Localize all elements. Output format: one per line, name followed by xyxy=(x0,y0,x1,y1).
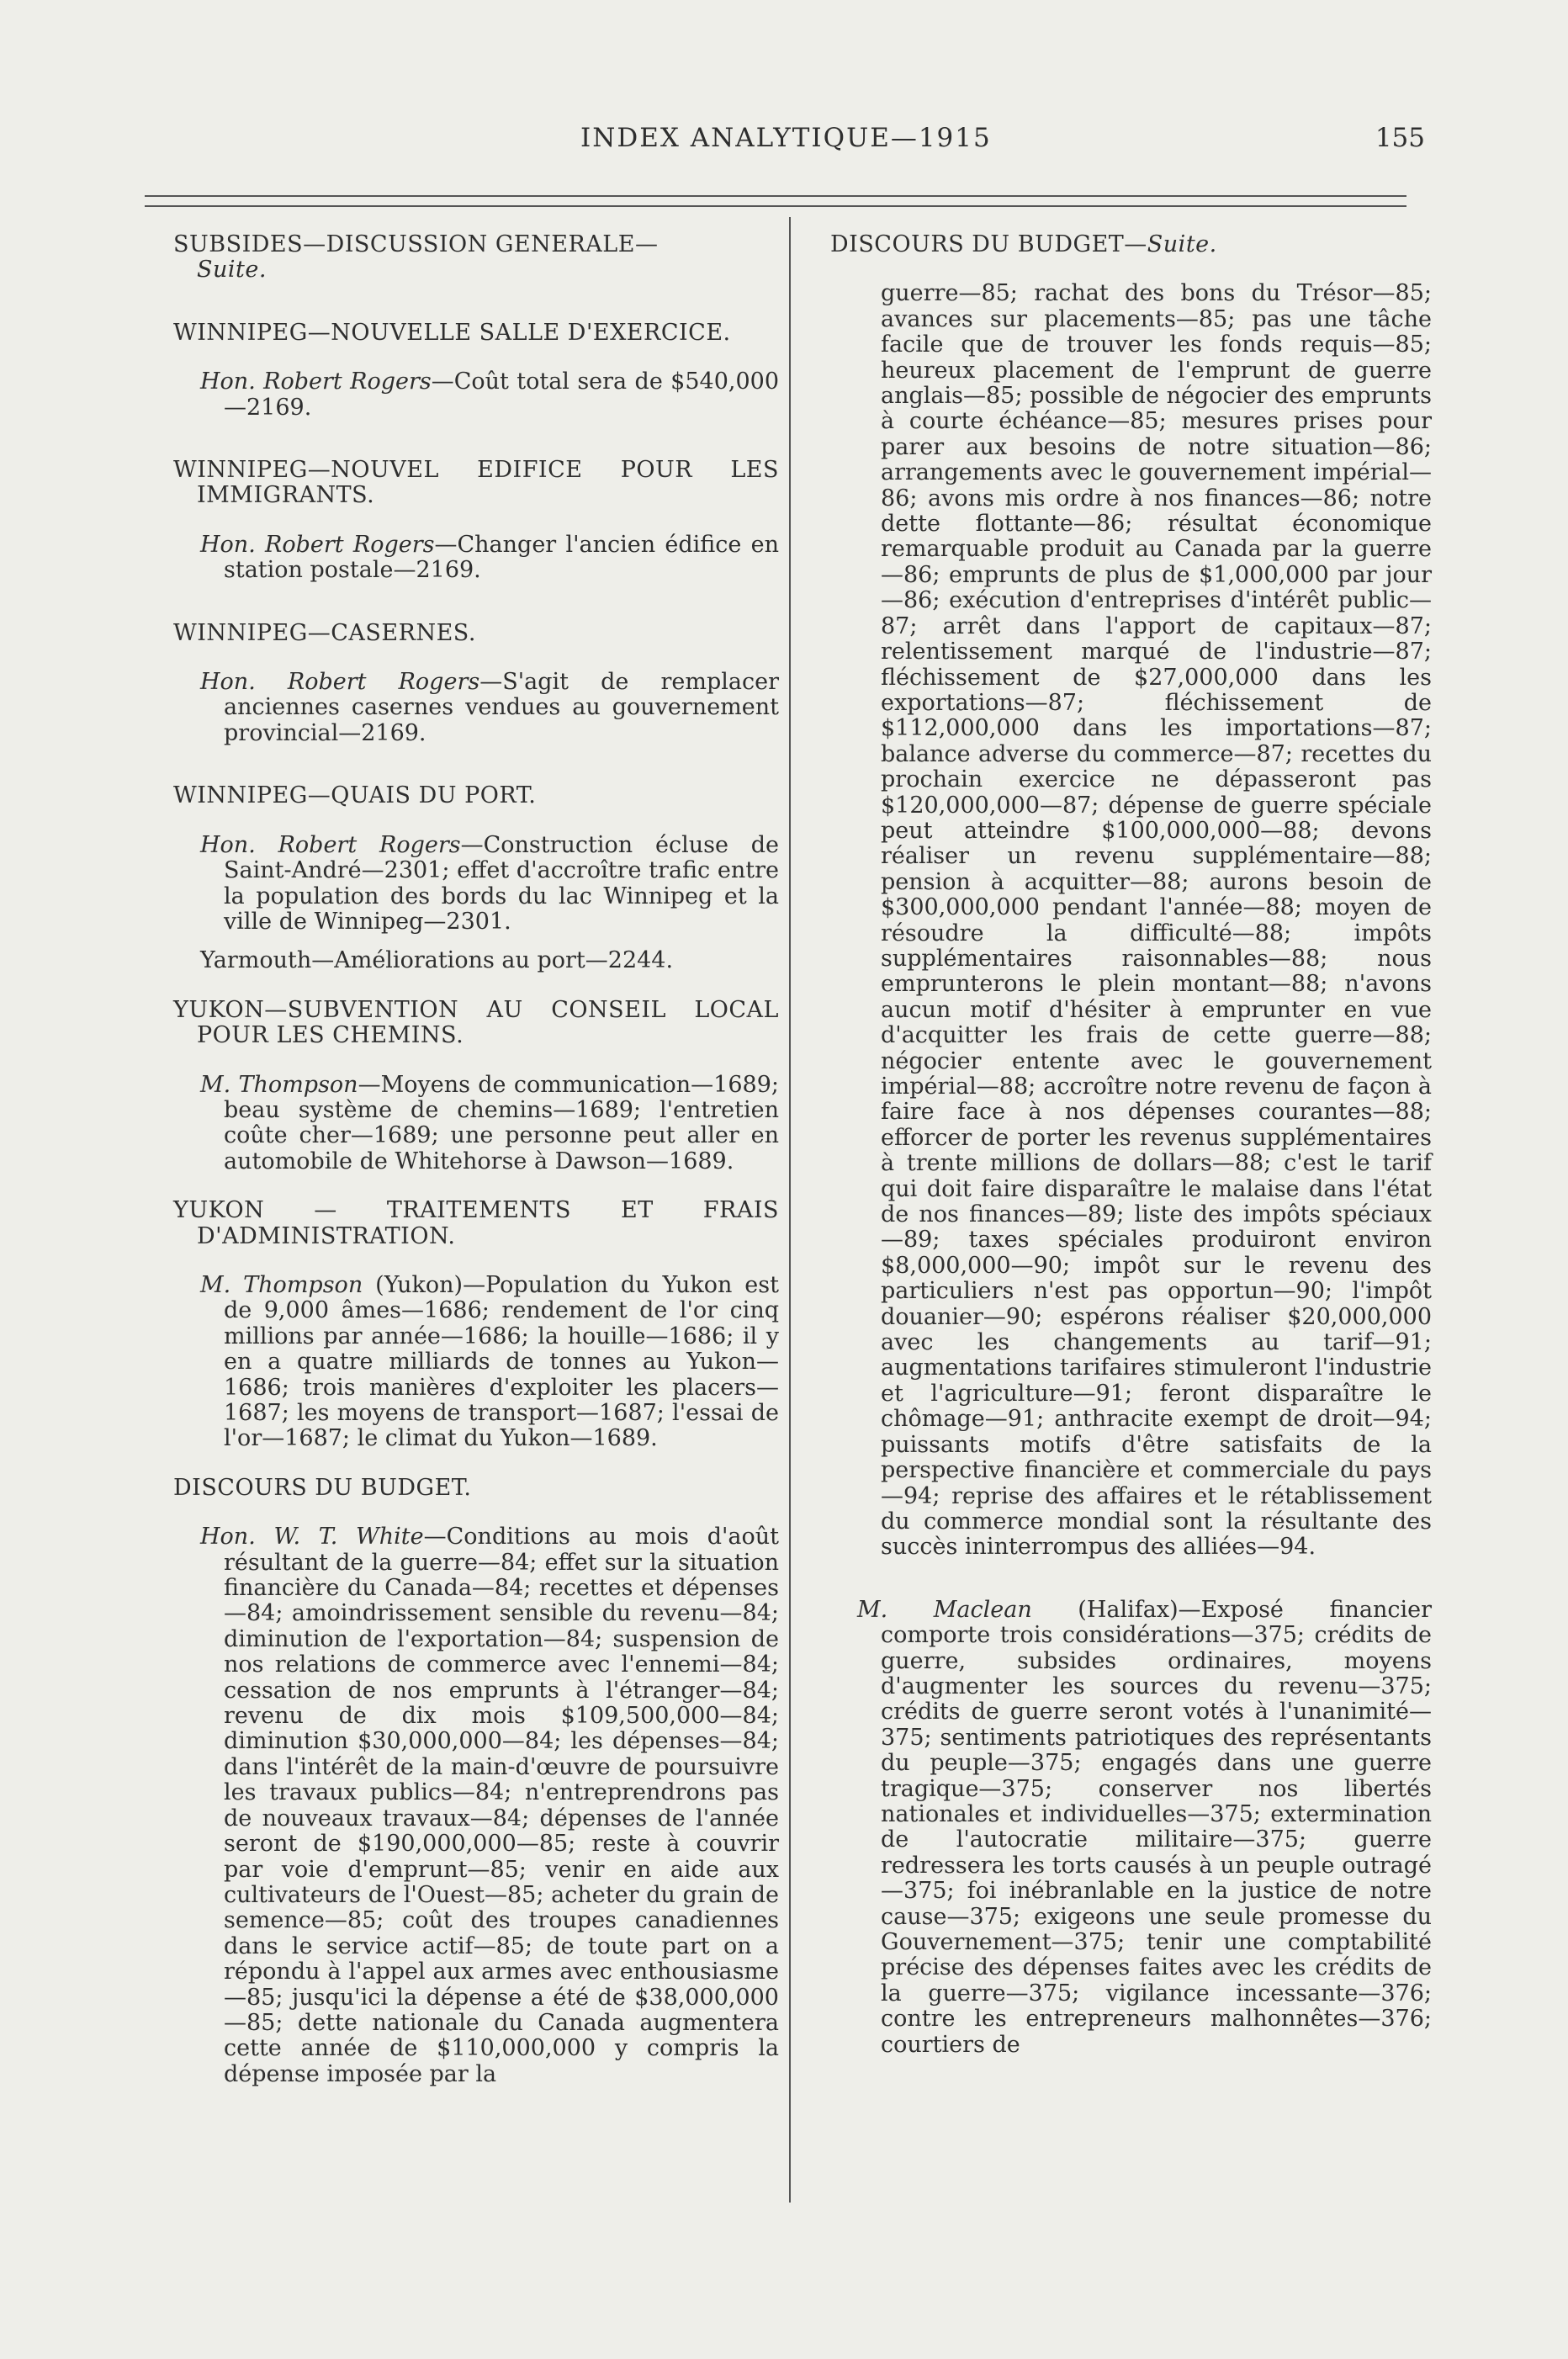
index-entry xyxy=(200,1073,779,1175)
speaker-name: Hon. Robert Rogers xyxy=(200,531,435,558)
index-entry xyxy=(200,369,779,421)
speaker-name: Hon. Robert Rogers xyxy=(200,368,432,395)
entry-text: (Yukon)—Population du Yukon est de 9,000 âmes—1686; rendement de l'or cinq millions par année—1686; la houille—1686; il y en a quatre milliards de tonnes au Yukon—1686; trois manières d'exploiter les placers—1687; les moyens de transport—1687; l'essai de l'or—1687; le climat du Yukon—1689. xyxy=(224,1271,779,1452)
entry-text: —Construction écluse de Saint-André—2301; effet d'accroître trafic entre la population des bords du lac Winnipeg et la ville de Winnipeg—2301. xyxy=(224,831,779,935)
entry-text: —Coût total sera de $540,000—2169. xyxy=(224,368,779,421)
index-entry xyxy=(857,1598,1432,2058)
right-column xyxy=(830,232,1432,2058)
heading-suite: Suite. xyxy=(1147,231,1217,257)
index-entry xyxy=(200,833,779,936)
index-entry xyxy=(200,1273,779,1452)
entry-text: —Moyens de communication—1689; beau système de chemins—1689; l'entretien coûte cher—1689; une personne peut aller en automobile de Whitehorse à Dawson—1689. xyxy=(224,1071,779,1174)
left-column xyxy=(173,232,779,2087)
entry-text: —Changer l'ancien édifice en station postale—2169. xyxy=(224,531,779,584)
index-entry: Yarmouth—Améliorations au port—2244. xyxy=(200,947,674,974)
heading-text: DISCOURS DU BUDGET— xyxy=(830,231,1147,257)
running-title: INDEX ANALYTIQUE—1915 xyxy=(580,123,992,153)
index-heading: DISCOURS DU BUDGET. xyxy=(173,1474,472,1501)
speaker-name: M. Thompson xyxy=(200,1071,358,1098)
index-heading xyxy=(173,232,779,284)
index-heading: WINNIPEG—CASERNES. xyxy=(173,619,476,646)
entry-text: —S'agit de remplacer anciennes casernes vendues au gouvernement provincial—2169. xyxy=(224,669,779,746)
index-heading: WINNIPEG—QUAIS DU PORT. xyxy=(173,782,537,809)
speaker-name: Hon. Robert Rogers xyxy=(200,831,461,858)
page-header xyxy=(0,123,1568,165)
index-entry xyxy=(200,1524,779,2087)
speaker-name: M. Maclean xyxy=(857,1596,1032,1623)
heading-suite: Suite. xyxy=(197,257,267,284)
index-entry-continued: guerre—85; rachat des bons du Trésor—85; avances sur placements—85; pas une tâche facile que de trouver les fonds requis—85; heureux placement de l'emprunt de guerre anglais—85; possible de négocier des emprunts à courte échéance—85; mesures prises pour parer aux besoins de notre situation—86; arrangements avec le gouvernement impérial—86; avons mis ordre à nos finances—86; notre dette flottante—86; résultat économique remarquable produit au Canada par la guerre—86; emprunts de plus de $1,000,000 par jour—86; exécution d'entreprises d'intérêt public—87; arrêt dans l'apport de capitaux—87; relentissement marqué de l'industrie—87; fléchissement de $27,000,000 dans les exportations—87; fléchissement de $112,000,000 dans les importations—87; balance adverse du commerce—87; recettes du prochain exercice ne dépasseront pas $120,000,000—87; dépense de guerre spéciale peut atteindre $100,000,000—88; devons réaliser un revenu supplémentaire—88; pension à acquitter—88; aurons besoin de $300,000,000 pendant l'année—88; moyen de résoudre la difficulté—88; impôts supplémentaires raisonnables—88; nous emprunterons le plein montant—88; n'avons aucun motif d'hésiter à emprunter en vue d'acquitter les frais de cette guerre—88; négocier entente avec le gouvernement impérial—88; accroître notre revenu de façon à faire face à nos dépenses courantes—88; efforcer de porter les revenus supplémentaires à trente millions de dollars—88; c'est le tarif qui doit faire disparaître le malaise dans l'état de nos finances—89; liste des impôts spéciaux—89; taxes spéciales produiront environ $8,000,000—90; impôt sur le revenu des particuliers n'est pas opportun—90; l'impôt douanier—90; espérons réaliser $20,000,000 avec les changements au tarif—91; augmentations tarifaires stimuleront l'industrie et l'agriculture—91; feront disparaître le chômage—91; anthracite exempt de droit—94; puissants motifs d'être satisfaits de la perspective financière et commerciale du pays—94; reprise des affaires et le rétablissement du commerce mondial sont la résultante des succès ininterrompus des alliées—94. xyxy=(881,280,1432,1561)
header-rule-bottom xyxy=(145,205,1406,207)
index-heading: YUKON—SUBVENTION AU CONSEIL LOCAL POUR LES CHEMINS. xyxy=(173,996,779,1049)
speaker-name: Hon. W. T. White xyxy=(200,1524,424,1551)
heading-text: SUBSIDES—DISCUSSION GENERALE— xyxy=(173,231,659,257)
speaker-name: M. Thompson xyxy=(200,1271,363,1298)
column-divider xyxy=(789,217,791,2203)
index-entry xyxy=(200,670,779,746)
page-number: 155 xyxy=(1375,123,1425,153)
index-entry xyxy=(200,533,779,584)
header-rule-top xyxy=(145,195,1406,197)
entry-text: —Conditions au mois d'août résultant de la guerre—84; effet sur la situation financière du Canada—84; recettes et dépenses—84; amoindrissement sensible du revenu—84; diminution de l'exportation—84; suspension de nos relations de commerce avec l'ennemi—84; cessation de nos emprunts à l'étranger—84; revenu de dix mois $109,500,000—84; diminution $30,000,000—84; les dépenses—84; dans l'intérêt de la main-d'œuvre de poursuivre les travaux publics—84; n'entreprendrons pas de nouveaux travaux—84; dépenses de l'année seront de $190,000,000—85; reste à couvrir par voie d'emprunt—85; venir en aide aux cultivateurs de l'Ouest—85; acheter du grain de semence—85; coût des troupes canadiennes dans le service actif—85; de toute part on a répondu à l'appel aux armes avec enthousiasme—85; jusqu'ici la dépense a été de $38,000,000—85; dette nationale du Canada augmentera cette année de $110,000,000 y compris la dépense imposée par la xyxy=(224,1524,779,2087)
entry-text: (Halifax)—Exposé financier comporte trois considérations—375; crédits de guerre, subsides ordinaires, moyens d'augmenter les sources du revenu—375; crédits de guerre seront votés à l'unanimité—375; sentiments patriotiques des représentants du peuple—375; engagés dans une guerre tragique—375; conserver nos libertés nationales et individuelles—375; extermination de l'autocratie militaire—375; guerre redressera les torts causés à un peuple outragé—375; foi inébranlable en la justice de notre cause—375; exigeons une seule promesse du Gouvernement—375; tenir une comptabilité précise des dépenses faites avec les crédits de la guerre—375; vigilance incessante—376; contre les entrepreneurs malhonnêtes—376; courtiers de xyxy=(881,1596,1432,2058)
speaker-name: Hon. Robert Rogers xyxy=(200,669,480,696)
index-heading: WINNIPEG—NOUVELLE SALLE D'EXERCICE. xyxy=(173,319,731,346)
index-heading: YUKON — TRAITEMENTS ET FRAIS D'ADMINISTRATION. xyxy=(173,1197,779,1249)
index-heading xyxy=(830,232,1432,257)
index-heading: WINNIPEG—NOUVEL EDIFICE POUR LES IMMIGRANTS. xyxy=(173,457,779,509)
